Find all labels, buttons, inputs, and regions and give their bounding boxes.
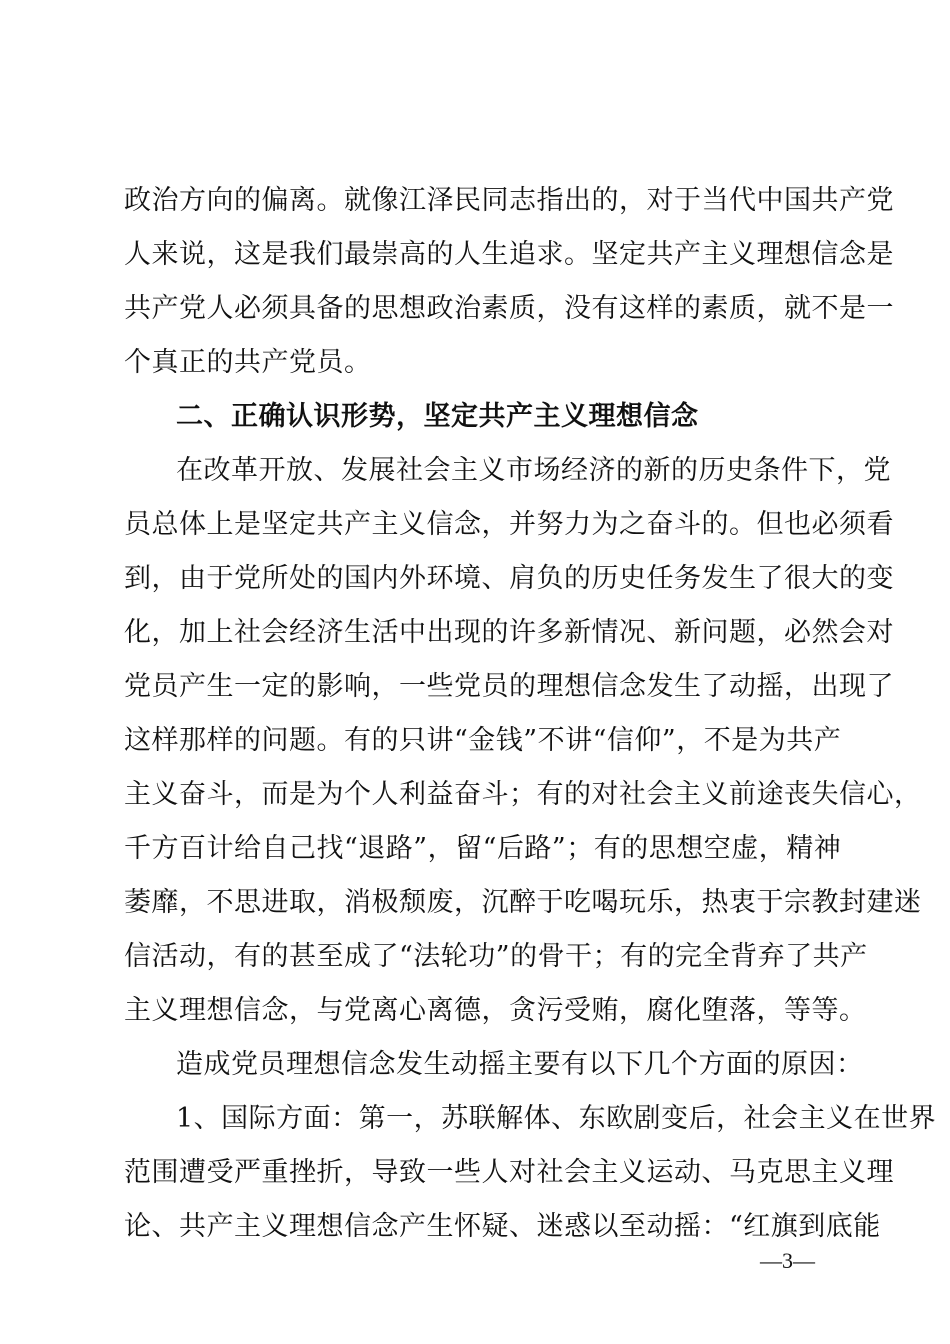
body-text-line: 到，由于党所处的国内外环境、肩负的历史任务发生了很大的变 [124, 563, 894, 594]
body-text-line: 范围遭受严重挫折，导致一些人对社会主义运动、马克思主义理 [124, 1157, 894, 1188]
body-text-line: 在改革开放、发展社会主义市场经济的新的历史条件下，党 [176, 455, 891, 486]
body-text-line: 论、共产主义理想信念产生怀疑、迷惑以至动摇：“红旗到底能 [124, 1211, 881, 1242]
body-text-line: 政治方向的偏离。就像江泽民同志指出的，对于当代中国共产党 [124, 185, 894, 216]
body-text-line: 化，加上社会经济生活中出现的许多新情况、新问题，必然会对 [124, 617, 894, 648]
body-text-line: 这样那样的问题。有的只讲“金钱”不讲“信仰”，不是为共产 [124, 725, 842, 756]
body-text-line: 共产党人必须具备的思想政治素质，没有这样的素质，就不是一 [124, 293, 894, 324]
body-text-line: 1、国际方面：第一，苏联解体、东欧剧变后，社会主义在世界 [176, 1103, 937, 1134]
body-text-line: 员总体上是坚定共产主义信念，并努力为之奋斗的。但也必须看 [124, 509, 894, 540]
page-number: —3— [760, 1248, 815, 1273]
body-text-line: 萎靡，不思进取，消极颓废，沉醉于吃喝玩乐，热衷于宗教封建迷 [124, 887, 922, 918]
section-heading: 二、正确认识形势，坚定共产主义理想信念 [176, 401, 699, 432]
body-text-line: 个真正的共产党员。 [124, 347, 372, 378]
body-text-line: 党员产生一定的影响，一些党员的理想信念发生了动摇，出现了 [124, 671, 894, 702]
body-text-line: 信活动，有的甚至成了“法轮功”的骨干；有的完全背弃了共产 [124, 941, 868, 972]
body-text-line: 人来说，这是我们最崇高的人生追求。坚定共产主义理想信念是 [124, 239, 894, 270]
body-text-line: 千方百计给自己找“退路”，留“后路”；有的思想空虚，精神 [124, 833, 842, 864]
body-text-line: 主义理想信念，与党离心离德，贪污受贿，腐化堕落，等等。 [124, 995, 867, 1026]
body-text-line: 主义奋斗，而是为个人利益奋斗；有的对社会主义前途丧失信心， [124, 779, 922, 810]
body-text-line: 造成党员理想信念发生动摇主要有以下几个方面的原因： [176, 1049, 864, 1080]
